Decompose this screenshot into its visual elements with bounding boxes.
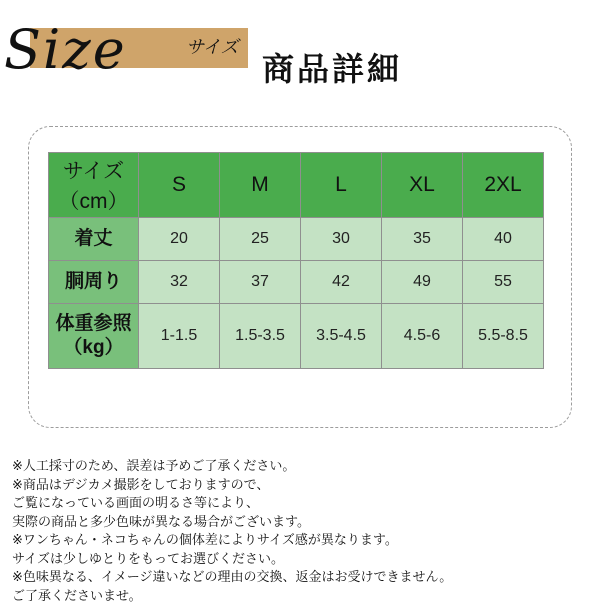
table-cell: 37	[220, 261, 301, 304]
table-cell: 4.5-6	[382, 304, 463, 369]
size-header-2xl: 2XL	[463, 153, 544, 218]
note-line: ご覧になっている画面の明るさ等により、	[12, 495, 592, 514]
size-header-l: L	[301, 153, 382, 218]
note-line: ※ワンちゃん・ネコちゃんの個体差によりサイズ感が異なります。	[12, 532, 592, 551]
table-cell: 20	[139, 218, 220, 261]
table-cell: 49	[382, 261, 463, 304]
table-cell: 30	[301, 218, 382, 261]
table-cell: 42	[301, 261, 382, 304]
note-line: 実際の商品と多少色味が異なる場合がございます。	[12, 514, 592, 533]
weight-label-line2: （kg）	[50, 336, 137, 360]
row-label-weight	[49, 304, 139, 369]
table-cell: 25	[220, 218, 301, 261]
size-header-xl: XL	[382, 153, 463, 218]
size-chart-table	[48, 152, 544, 369]
table-cell: 35	[382, 218, 463, 261]
table-cell: 1-1.5	[139, 304, 220, 369]
note-line: ※人工採寸のため、誤差は予めご了承ください。	[12, 458, 592, 477]
notes-block	[12, 458, 592, 606]
table-cell: 55	[463, 261, 544, 304]
table-cell: 40	[463, 218, 544, 261]
table-cell: 5.5-8.5	[463, 304, 544, 369]
table-cell: 3.5-4.5	[301, 304, 382, 369]
table-row	[49, 261, 544, 304]
weight-label-line1: 体重参照	[50, 312, 137, 336]
size-kana-label: サイズ	[186, 33, 239, 59]
table-row	[49, 304, 544, 369]
size-script-title: Size	[4, 20, 127, 80]
table-cell: 1.5-3.5	[220, 304, 301, 369]
note-line: ※商品はデジカメ撮影をしておりますので、	[12, 477, 592, 496]
table-header-row	[49, 153, 544, 218]
table-row	[49, 218, 544, 261]
corner-label-line1: サイズ	[50, 155, 137, 185]
row-label-girth: 胴周り	[49, 261, 139, 304]
size-header-m: M	[220, 153, 301, 218]
note-line: サイズは少しゆとりをもってお選びください。	[12, 551, 592, 570]
header	[0, 0, 600, 110]
corner-header-cell	[49, 153, 139, 218]
size-header-s: S	[139, 153, 220, 218]
table-cell: 32	[139, 261, 220, 304]
page-title: 商品詳細	[262, 44, 402, 90]
note-line: ご了承くださいませ。	[12, 588, 592, 606]
corner-label-line2: （cm）	[50, 185, 137, 215]
row-label-length: 着丈	[49, 218, 139, 261]
note-line: ※色味異なる、イメージ違いなどの理由の交換、返金はお受けできません。	[12, 569, 592, 588]
